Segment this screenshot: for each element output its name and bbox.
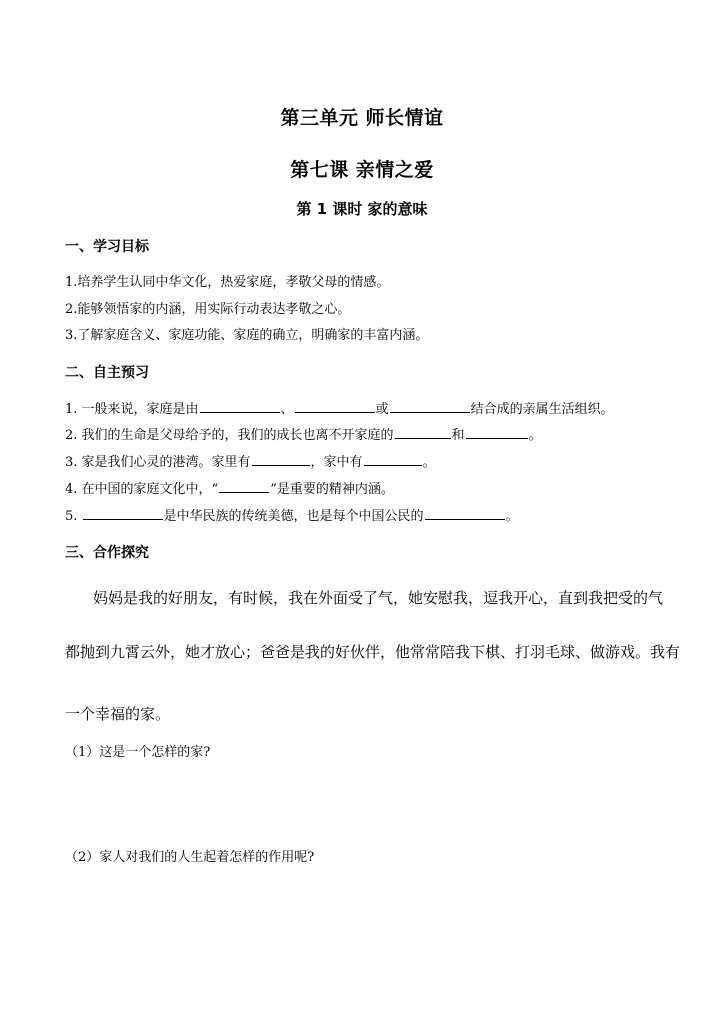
question-text: 。 (528, 428, 542, 443)
preview-question-2 (65, 424, 542, 443)
question-text: 。 (505, 509, 519, 524)
preview-question-4 (65, 478, 394, 497)
goal-item: 2.能够领悟家的内涵，用实际行动表达孝敬之心。 (65, 302, 351, 317)
question-text: 、 (280, 402, 294, 417)
question-text: 3. 家是我们心灵的港湾。家里有 (65, 455, 251, 470)
question-text: ，家中有 (310, 455, 363, 470)
goal-item: 1.培养学生认同中华文化，热爱家庭，孝敬父母的情感。 (65, 275, 390, 290)
question-text: 和 (451, 428, 465, 443)
fill-blank[interactable] (200, 400, 280, 413)
section-heading-goals: 一、学习目标 (65, 239, 149, 255)
section-heading-preview: 二、自主预习 (65, 365, 149, 381)
fill-blank[interactable] (466, 426, 528, 439)
preview-question-5 (65, 505, 519, 524)
unit-title: 第三单元 师长情谊 (280, 107, 444, 129)
goal-item: 3.了解家庭含义、家庭功能、家庭的确立，明确家的丰富内涵。 (65, 328, 429, 343)
question-text: 1. 一般来说，家庭是由 (65, 402, 199, 417)
question-text: 4. 在中国的家庭文化中，“ (65, 482, 219, 497)
preview-question-3 (65, 451, 436, 470)
lesson-title: 第七课 亲情之爱 (290, 159, 434, 181)
paragraph-line: 都抛到九霄云外，她才放心；爸爸是我的好伙伴，他常常陪我下棋、打羽毛球、做游戏。我有 (65, 643, 681, 661)
explore-question-1: （1）这是一个怎样的家? (65, 745, 211, 760)
question-text: 5. (65, 509, 82, 524)
fill-blank[interactable] (395, 426, 451, 439)
question-text: ”是重要的精神内涵。 (270, 482, 394, 497)
fill-blank[interactable] (390, 400, 470, 413)
fill-blank[interactable] (252, 453, 310, 466)
fill-blank[interactable] (219, 480, 269, 493)
question-text: 或 (375, 402, 389, 417)
fill-blank[interactable] (364, 453, 422, 466)
explore-question-2: （2）家人对我们的人生起着怎样的作用呢? (65, 850, 315, 865)
fill-blank[interactable] (83, 507, 163, 520)
question-text: 结合成的亲属生活组织。 (470, 402, 614, 417)
question-text: 是中华民族的传统美德，也是每个中国公民的 (163, 509, 424, 524)
paragraph-line: 一个幸福的家。 (65, 705, 171, 723)
question-text: 。 (422, 455, 436, 470)
fill-blank[interactable] (295, 400, 375, 413)
preview-question-1 (65, 398, 614, 417)
question-text: 2. 我们的生命是父母给予的，我们的成长也离不开家庭的 (65, 428, 394, 443)
period-title: 第 1 课时 家的意味 (296, 200, 428, 218)
section-heading-explore: 三、合作探究 (65, 545, 149, 561)
fill-blank[interactable] (425, 507, 505, 520)
paragraph-line: 妈妈是我的好朋友，有时候，我在外面受了气，她安慰我，逗我开心，直到我把受的气 (93, 589, 664, 607)
